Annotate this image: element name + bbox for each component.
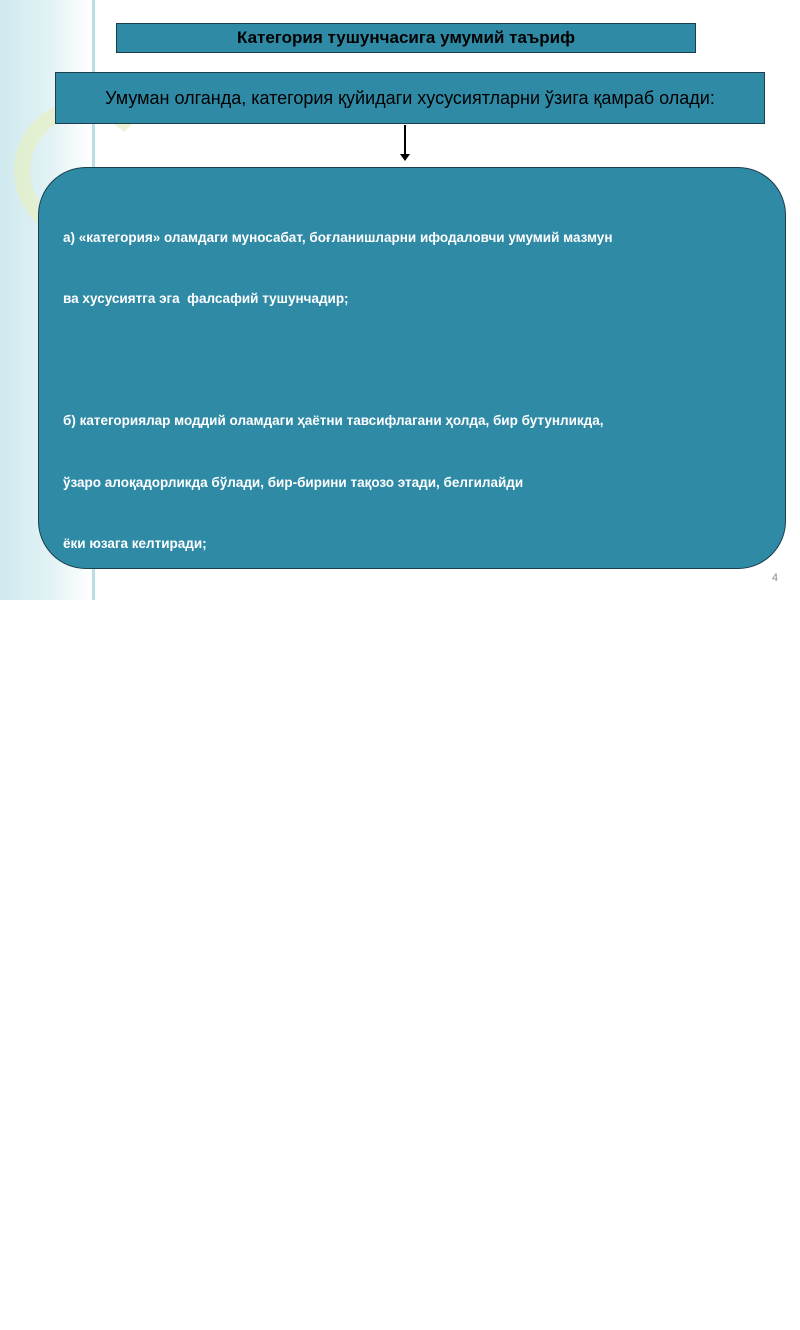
property-e [63,1166,771,1329]
property-line: моҳиятини билишга қаратилган билиш жараёни тарихининг натижалари ва [63,1025,570,1041]
properties-box [38,167,786,1286]
property-line: сифатида инсон тафаккурида акс этади; [63,841,340,857]
property-line: ва амалий фаолиятда методологик аҳамиятга эгадир. [63,1270,426,1286]
connector-arrow-head [400,154,410,161]
property-line: рўёбга чиқади, воқеликда намоён бўлади, воқелик мавжудлигининг ўзига [63,719,559,735]
property-line: в) категория объектив мазмунга эга. Ҳар бир категория воқелик туфайли [63,658,556,674]
property-d [63,922,771,1146]
property-line: б) категориялар моддий оламдаги ҳаётни тавсифлагани ҳолда, бир бутунликда, [63,413,604,429]
property-line: г) категория умумий тушунчалар сифатида инсоннинг табиий-ижтимоий ҳодисалар [63,964,626,980]
property-line: ёки юзага келтиради; [63,535,207,551]
property-line: ва хусусиятга эга фалсафий тушунчадир; [63,291,349,307]
page-title: Категория тушунчасига умумий таъриф [236,28,576,47]
subtitle-box [55,72,765,124]
property-line: хос хусусиятлари, томонлари, белгиларини ифодаловчи тушунчалар [63,780,535,796]
page-number: 4 [771,572,778,584]
property-line: воқеликни чуқурроқ била боришининг илмий воситаларидир; [63,1086,481,1102]
property-a [63,187,771,350]
property-line: ўзаро алоқадорликда бўлади, бир-бирини тақозо этади, белгилайди [63,474,524,490]
property-line: а) «категория» оламдаги муносабат, боғланишларни ифодаловчи умумий мазмун [63,229,613,245]
property-line: д) категориялар фалсафанинг ўзи сингари, барча фанлар учун илмий тадқиқот [63,1209,598,1225]
subtitle-text: Умуман олганда, категория қуйидаги хусусиятларни ўзига қамраб олади: [105,87,715,108]
property-b [63,371,771,595]
title-box [116,23,696,53]
property-c [63,616,771,902]
